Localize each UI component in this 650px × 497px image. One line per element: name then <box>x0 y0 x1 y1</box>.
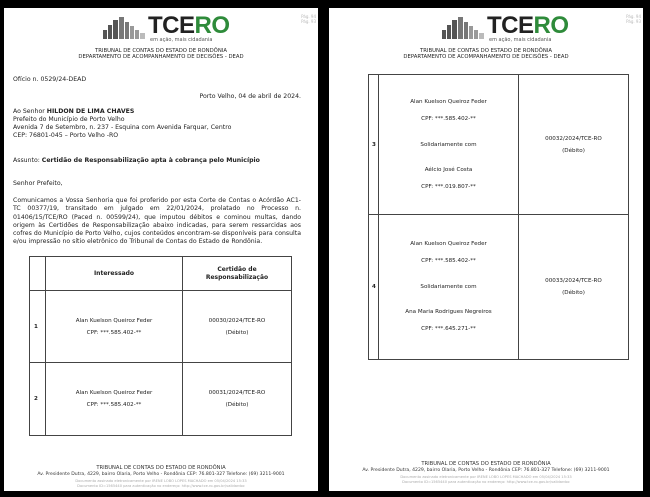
footer-address: Av. Presidente Dutra, 4229, bairro Olaria, Porto Velho - Rondônia CEP: 76.801-327 Telefone: (69) 3211-9001 <box>37 472 285 477</box>
recipient-line: Ao Senhor HILDON DE LIMA CHAVES <box>13 108 135 115</box>
recipient-title: Prefeito do Município de Porto Velho <box>13 116 125 123</box>
document-page-2 <box>329 8 643 491</box>
tcero-logo <box>442 14 569 48</box>
row-number: 3 <box>369 75 379 215</box>
row-number: 2 <box>30 363 46 436</box>
row-certidao: 00033/2024/TCE-RO (Débito) <box>519 215 629 360</box>
certificates-table-page-2 <box>368 74 629 360</box>
document-page-1 <box>4 8 318 491</box>
footer-validation: Documento ID=1565440 para autenticação no endereço: http://www.tce.ro.gov.br/validardoc <box>402 480 570 484</box>
org-name: TRIBUNAL DE CONTAS DO ESTADO DE RONDÔNIA <box>420 48 552 54</box>
footer-address: Av. Presidente Dutra, 4229, bairro Olaria, Porto Velho - Rondônia CEP: 76.801-327 Telefone: (69) 3211-9001 <box>362 468 610 473</box>
greeting: Senhor Prefeito, <box>13 180 63 187</box>
logo-tagline: em ação, mais cidadania <box>489 37 552 43</box>
letter-date: Porto Velho, 04 de abril de 2024. <box>199 93 301 100</box>
building-logo-icon <box>103 14 147 40</box>
subject-text: Certidão de Responsabilização apta à cobrança pelo Município <box>41 157 260 164</box>
subject-line: Assunto: Certidão de Responsabilização apta à cobrança pelo Município <box>13 157 260 164</box>
tcero-logo <box>103 14 230 48</box>
footer-org: TRIBUNAL DE CONTAS DO ESTADO DE RONDÔNIA <box>421 461 551 467</box>
row-interessado: Alan Kuelson Queiroz Feder CPF: ***.585.402-** Solidariamente com Ana Maria Rodrigues Negreiros CPF: ***.645.271-** <box>379 215 519 360</box>
letter-reference: Ofício n. 0529/24-DEAD <box>13 76 87 83</box>
footer-org: TRIBUNAL DE CONTAS DO ESTADO DE RONDÔNIA <box>96 465 226 471</box>
building-logo-icon <box>442 14 486 40</box>
row-certidao: 00030/2024/TCE-RO (Débito) <box>183 291 292 363</box>
row-number: 1 <box>30 291 46 363</box>
department-name: DEPARTAMENTO DE ACOMPANHAMENTO DE DECISÕES - DEAD <box>403 54 569 60</box>
header-interessado: Interessado <box>46 257 183 291</box>
logo-wordmark: TCERO <box>487 12 569 39</box>
page-gutter-label: Pág. 94 Pág. 93 <box>626 14 641 24</box>
row-interessado: Alan Kuelson Queiroz Feder CPF: ***.585.402-** Solidariamente com Aélcio José Costa CPF: ***.019.807-** <box>379 75 519 215</box>
header-empty-cell <box>30 257 46 291</box>
row-number: 4 <box>369 215 379 360</box>
table-header-row <box>30 257 292 291</box>
footer-signature: Documento assinado eletronicamente por IRENE LOBO LOPES MACHADO em 05/04/2024 15:33 <box>400 475 572 479</box>
footer-validation: Documento ID=1565440 para autenticação no endereço: http://www.tce.ro.gov.br/validardoc <box>77 484 245 488</box>
footer-signature: Documento assinado eletronicamente por IRENE LOBO LOPES MACHADO em 05/04/2024 15:33 <box>75 479 247 483</box>
letter-body: Comunicamos a Vossa Senhoria que foi proferido por esta Corte de Contas o Acórdão AC1-TC 00377/19, transitado em julgado em 22/01/2024, prolatado no Processo n. 01406/15/TCE/RO (Paced n. 00599/24), que imputou débitos e cominou multas, dando origem às Certidões de Responsabilização abaixo indicadas, para serem ressarcidas aos cofres do Município de Porto Velho, cujos conteúdos encontram-se disponíveis para consulta e/ou impressão no sítio eletrônico do Tribunal de Contas do Estado de Rondônia. <box>13 197 301 246</box>
row-interessado: Alan Kuelson Queiroz Feder CPF: ***.585.402-** <box>46 363 183 436</box>
table-row <box>369 75 629 215</box>
row-interessado: Alan Kuelson Queiroz Feder CPF: ***.585.402-** <box>46 291 183 363</box>
recipient-address: Avenida 7 de Setembro, n. 237 - Esquina com Avenida Farquar, Centro <box>13 124 232 131</box>
row-certidao: 00031/2024/TCE-RO (Débito) <box>183 363 292 436</box>
table-row <box>30 363 292 436</box>
table-row <box>369 215 629 360</box>
row-certidao: 00032/2024/TCE-RO (Débito) <box>519 75 629 215</box>
org-name: TRIBUNAL DE CONTAS DO ESTADO DE RONDÔNIA <box>95 48 227 54</box>
page-gutter-label: Pág. 94 Pág. 93 <box>301 14 316 24</box>
logo-tagline: em ação, mais cidadania <box>150 37 213 43</box>
certificates-table-page-1 <box>29 256 292 436</box>
logo-wordmark: TCERO <box>148 12 230 39</box>
recipient-name: HILDON DE LIMA CHAVES <box>46 108 135 115</box>
recipient-cep: CEP: 76801-045 – Porto Velho -RO <box>13 132 119 139</box>
table-row <box>30 291 292 363</box>
header-certidao: Certidão de Responsabilização <box>183 257 292 291</box>
department-name: DEPARTAMENTO DE ACOMPANHAMENTO DE DECISÕES - DEAD <box>78 54 244 60</box>
